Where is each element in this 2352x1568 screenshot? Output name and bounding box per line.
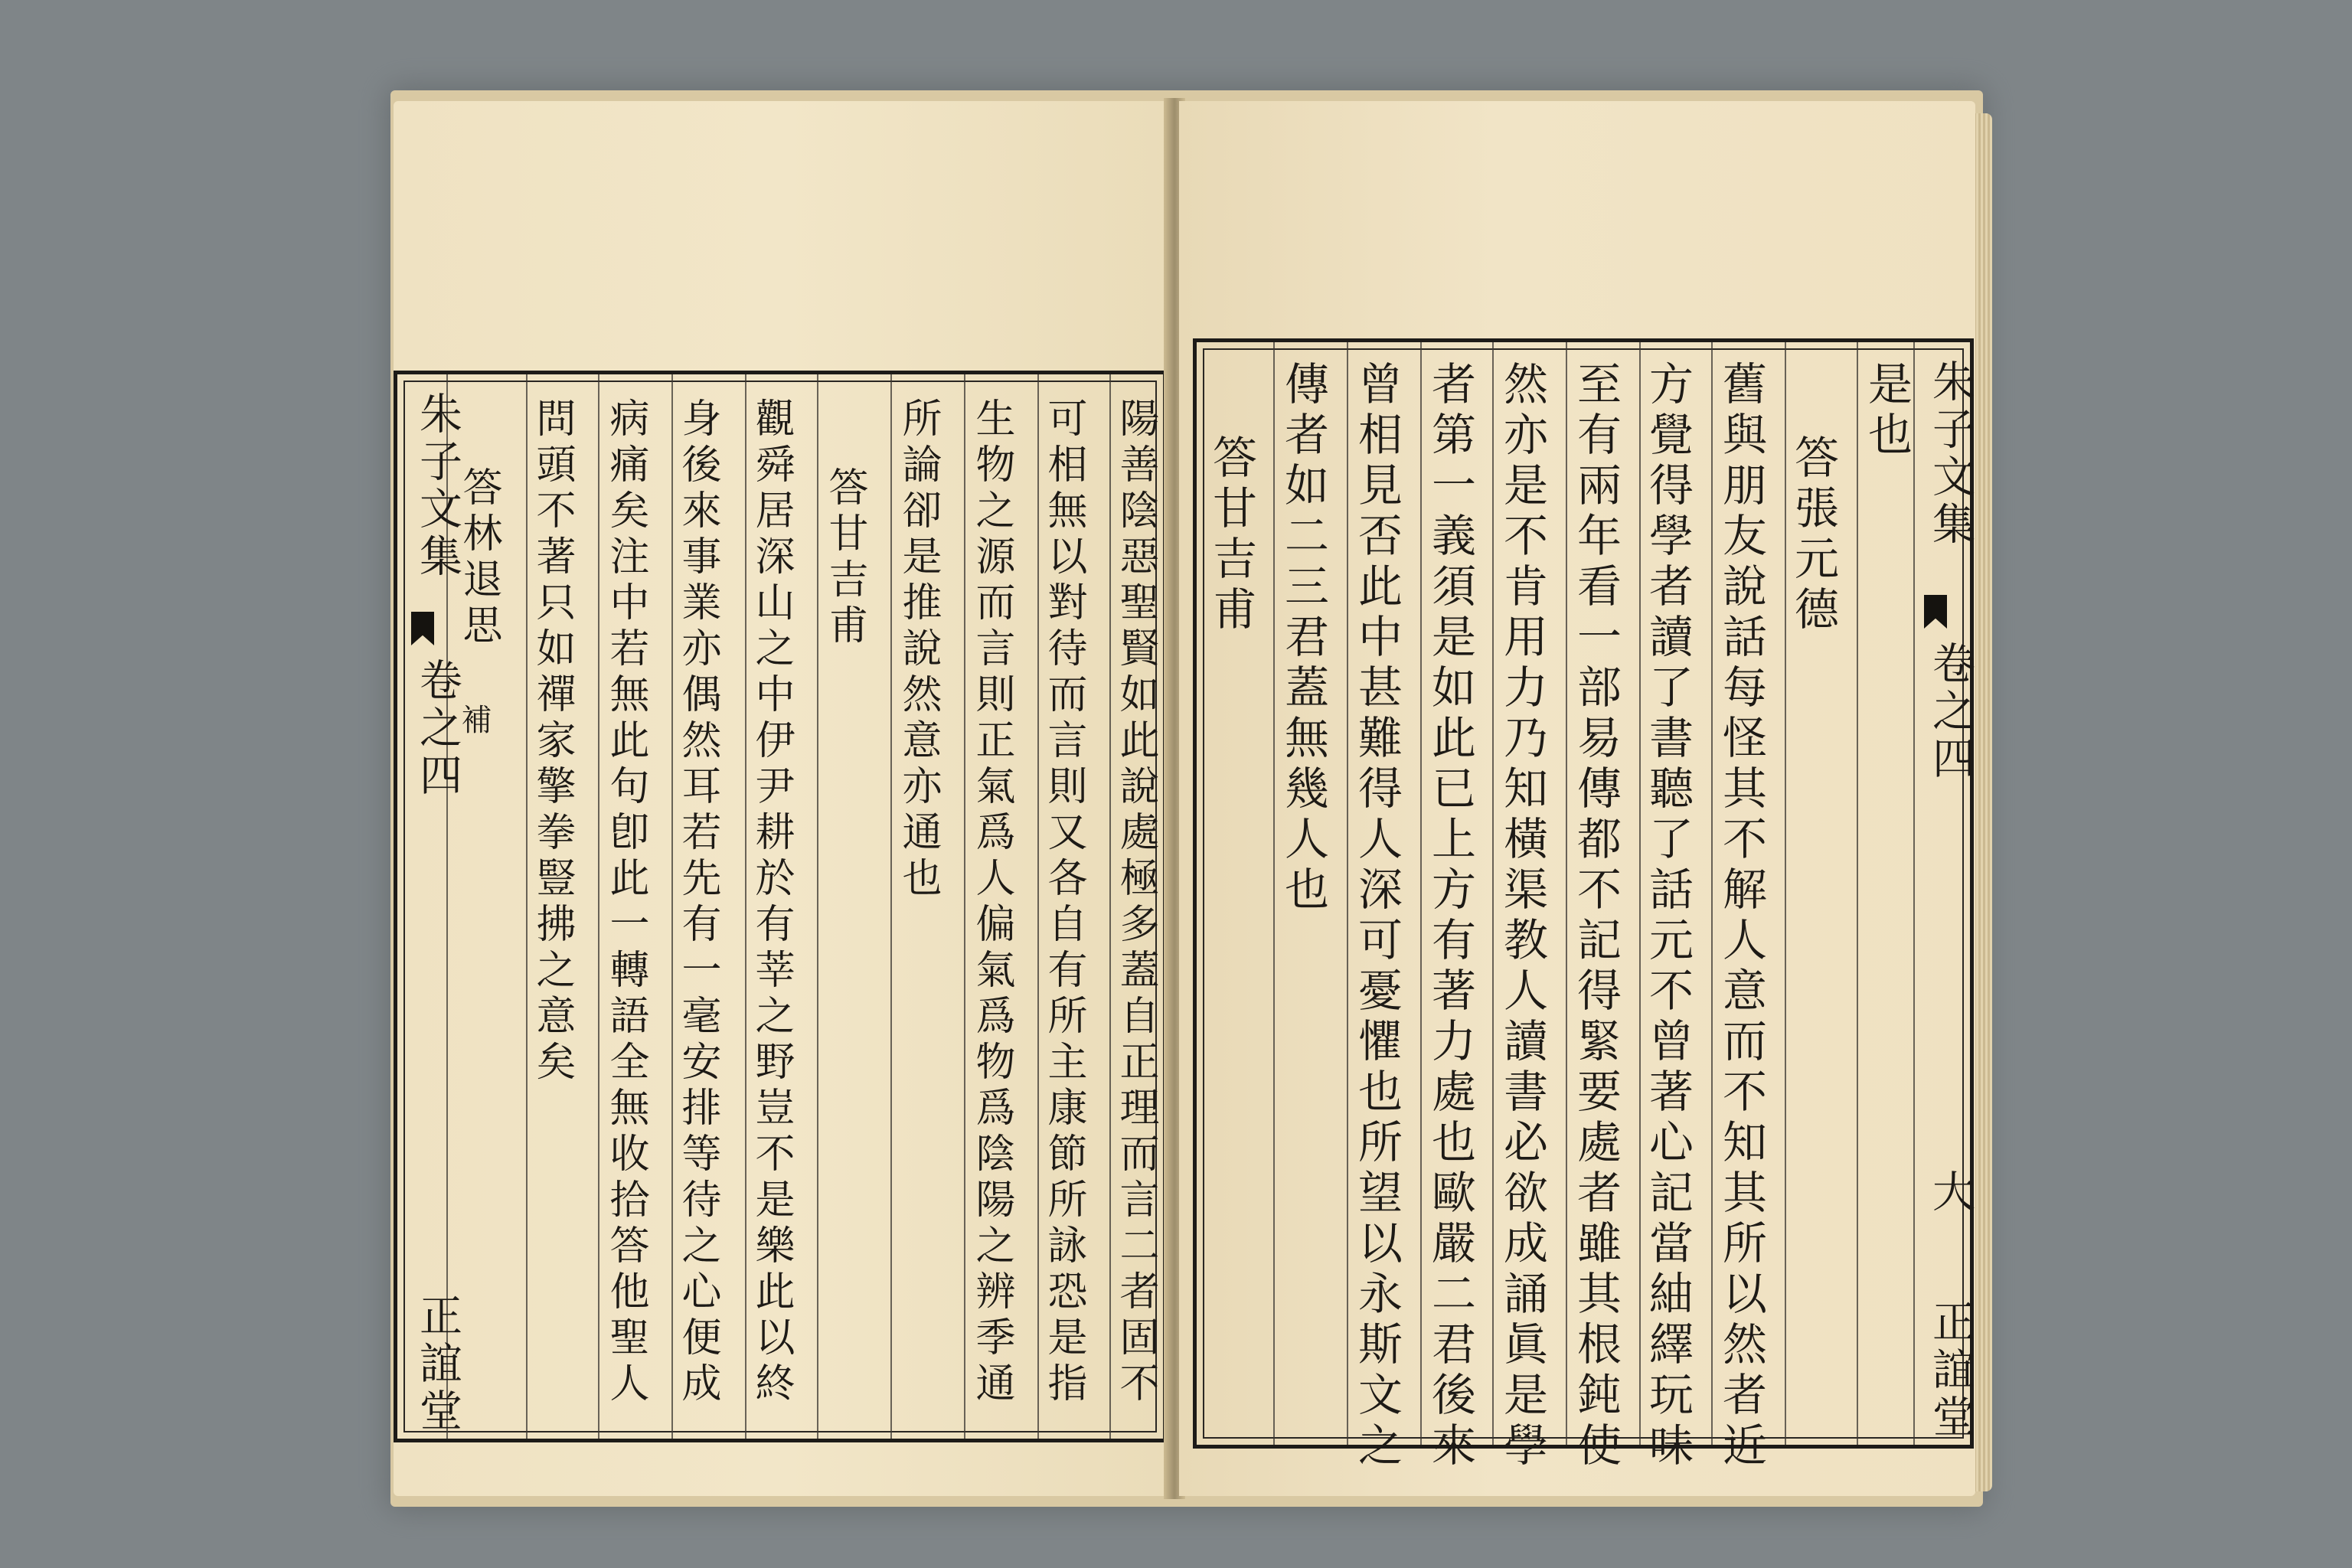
left-banxin-publisher: 正誼堂 <box>413 1293 462 1436</box>
text-column: 是也 <box>1860 361 1913 462</box>
open-book <box>390 90 1983 1507</box>
section-heading: 答林退思 <box>456 466 501 650</box>
text-column: 所論卻是推說然意亦通也 <box>895 397 941 903</box>
text-column: 至有兩年看一部易傳都不記得緊要處者雖其根鈍使 <box>1570 361 1622 1472</box>
right-page-frame <box>1193 338 1975 1472</box>
left-page <box>394 101 1168 1496</box>
text-column: 方覺得學者讀了書聽了話元不曾著心記當紬繹玩味 <box>1642 361 1694 1472</box>
left-banxin-volume: 卷之四 <box>413 658 462 800</box>
text-column: 觀舜居深山之中伊尹耕於有莘之野豈不是樂此以終 <box>748 397 794 1408</box>
section-heading: 答張元德 <box>1787 434 1839 636</box>
text-column: 曾相見否此中甚難得人深可憂懼也所望以永斯文之 <box>1351 361 1403 1472</box>
text-column: 問頭不著只如禪家擎拳豎拂之意矣 <box>529 397 575 1086</box>
right-banxin-volume: 卷之四 <box>1926 641 1975 783</box>
text-column: 舊與朋友說話每怪其不解人意而不知其所以然者近 <box>1715 361 1767 1472</box>
left-banxin-title: 朱子文集 <box>413 391 462 581</box>
text-column: 者第一義須是如此已上方有著力處也歐嚴二君後來 <box>1424 361 1476 1472</box>
text-column: 病痛矣注中若無此句卽此一轉語全無收拾答他聖人 <box>603 397 648 1408</box>
section-heading: 答甘吉甫 <box>1205 434 1257 636</box>
text-column: 可相無以對待而言則又各自有所主康節所詠恐是指 <box>1040 397 1086 1408</box>
right-page <box>1179 101 1975 1496</box>
text-column: 生物之源而言則正氣爲人偏氣爲物爲陰陽之辨季通 <box>969 397 1014 1408</box>
text-column: 然亦是不肯用力乃知橫渠教人讀書必欲成誦眞是學 <box>1496 361 1548 1472</box>
right-banxin-title: 朱子文集 <box>1926 359 1975 549</box>
text-column: 傳者如二三君蓋無幾人也 <box>1277 361 1329 916</box>
right-banxin-publisher: 正誼堂 <box>1926 1299 1975 1442</box>
left-page-frame <box>394 371 1167 1442</box>
right-banxin-page-number: 大 <box>1926 1169 1975 1217</box>
text-column: 身後來事業亦偶然耳若先有一毫安排等待之心便成 <box>675 397 720 1408</box>
text-column: 陽善陰惡聖賢如此說處極多蓋自正理而言二者固不 <box>1112 397 1158 1408</box>
section-heading: 答甘吉甫 <box>822 466 867 650</box>
annotation: 補 <box>456 704 492 740</box>
page-edges <box>1974 113 1992 1491</box>
